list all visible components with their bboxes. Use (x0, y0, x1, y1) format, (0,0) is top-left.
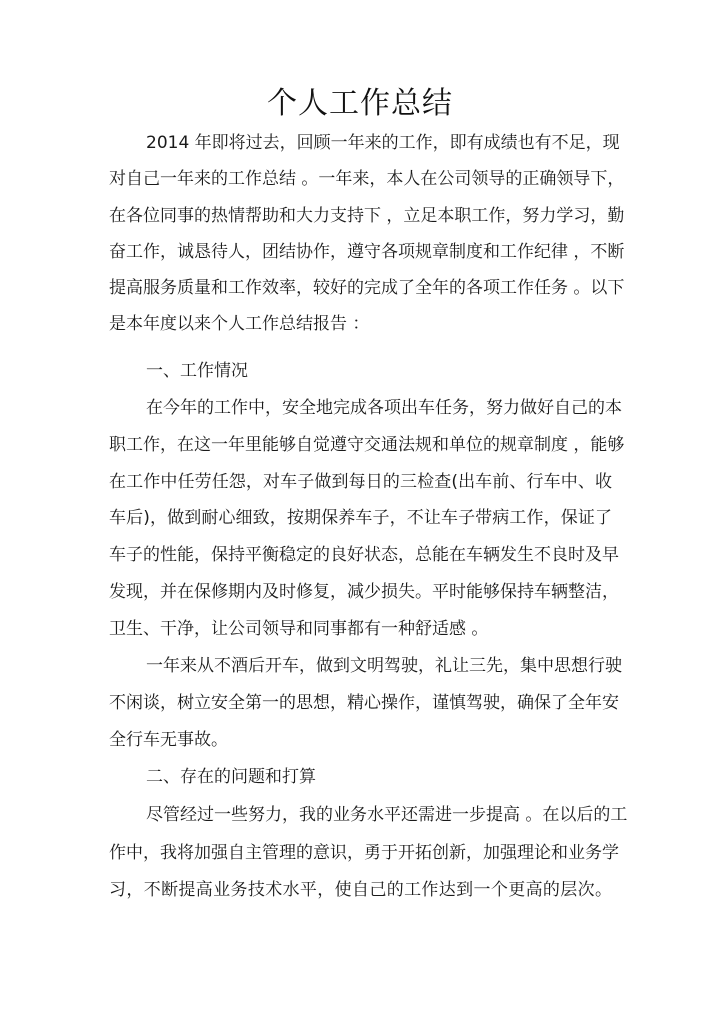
paragraph-1-line-1: 2014 年即将过去，回顾一年来的工作，即有成绩也有不足，现 (146, 133, 620, 153)
paragraph-2-line-3: 在工作中任劳任怨，对车子做到每日的三检查(出车前、行车中、收 (109, 472, 612, 492)
paragraph-3-line-2: 不闲谈，树立安全第一的思想，精心操作，谨慎驾驶，确保了全年安 (109, 693, 619, 713)
paragraph-2-line-7: 卫生、干净，让公司领导和同事都有一种舒适感 。 (109, 619, 489, 639)
paragraph-2-line-4: 车后)，做到耐心细致，按期保养车子，不让车子带病工作，保证了 (109, 508, 612, 528)
paragraph-4-line-2: 作中，我将加强自主管理的意识，勇于开拓创新，加强理论和业务学 (109, 843, 619, 863)
section-heading-2: 二、存在的问题和打算 (146, 767, 316, 787)
document-title: 个人工作总结 (267, 86, 453, 121)
paragraph-1-line-5: 提高服务质量和工作效率，较好的完成了全年的各项工作任务 。以下 (109, 278, 625, 298)
paragraph-2-line-1: 在今年的工作中，安全地完成各项出车任务，努力做好自己的本 (146, 398, 622, 418)
paragraph-4-line-3: 习，不断提高业务技术水平，使自己的工作达到一个更高的层次。 (109, 880, 612, 900)
paragraph-4-line-1: 尽管经过一些努力，我的业务水平还需进一步提高 。在以后的工 (146, 805, 628, 825)
paragraph-1-line-3: 在各位同事的热情帮助和大力支持下 ，立足本职工作，努力学习，勤 (109, 206, 625, 226)
paragraph-3-line-1: 一年来从不酒后开车，做到文明驾驶，礼让三先，集中思想行驶 (146, 656, 622, 676)
paragraph-2-line-5: 车子的性能，保持平衡稳定的良好状态，总能在车辆发生不良时及早 (109, 545, 619, 565)
paragraph-3-line-3: 全行车无事故。 (109, 730, 228, 750)
paragraph-1-line-2: 对自己一年来的工作总结 。一年来，本人在公司领导的正确领导下， (109, 169, 625, 189)
paragraph-2-line-2: 职工作，在这一年里能够自觉遵守交通法规和单位的规章制度 ，能够 (109, 435, 625, 455)
section-heading-1: 一、工作情况 (146, 361, 248, 381)
paragraph-2-line-6: 发现，并在保修期内及时修复，减少损失。平时能够保持车辆整洁， (109, 582, 619, 602)
paragraph-1-line-4: 奋工作，诚恳待人，团结协作，遵守各项规章制度和工作纪律 ，不断 (109, 242, 625, 262)
paragraph-1-line-6: 是本年度以来个人工作总结报告 ： (109, 314, 370, 334)
